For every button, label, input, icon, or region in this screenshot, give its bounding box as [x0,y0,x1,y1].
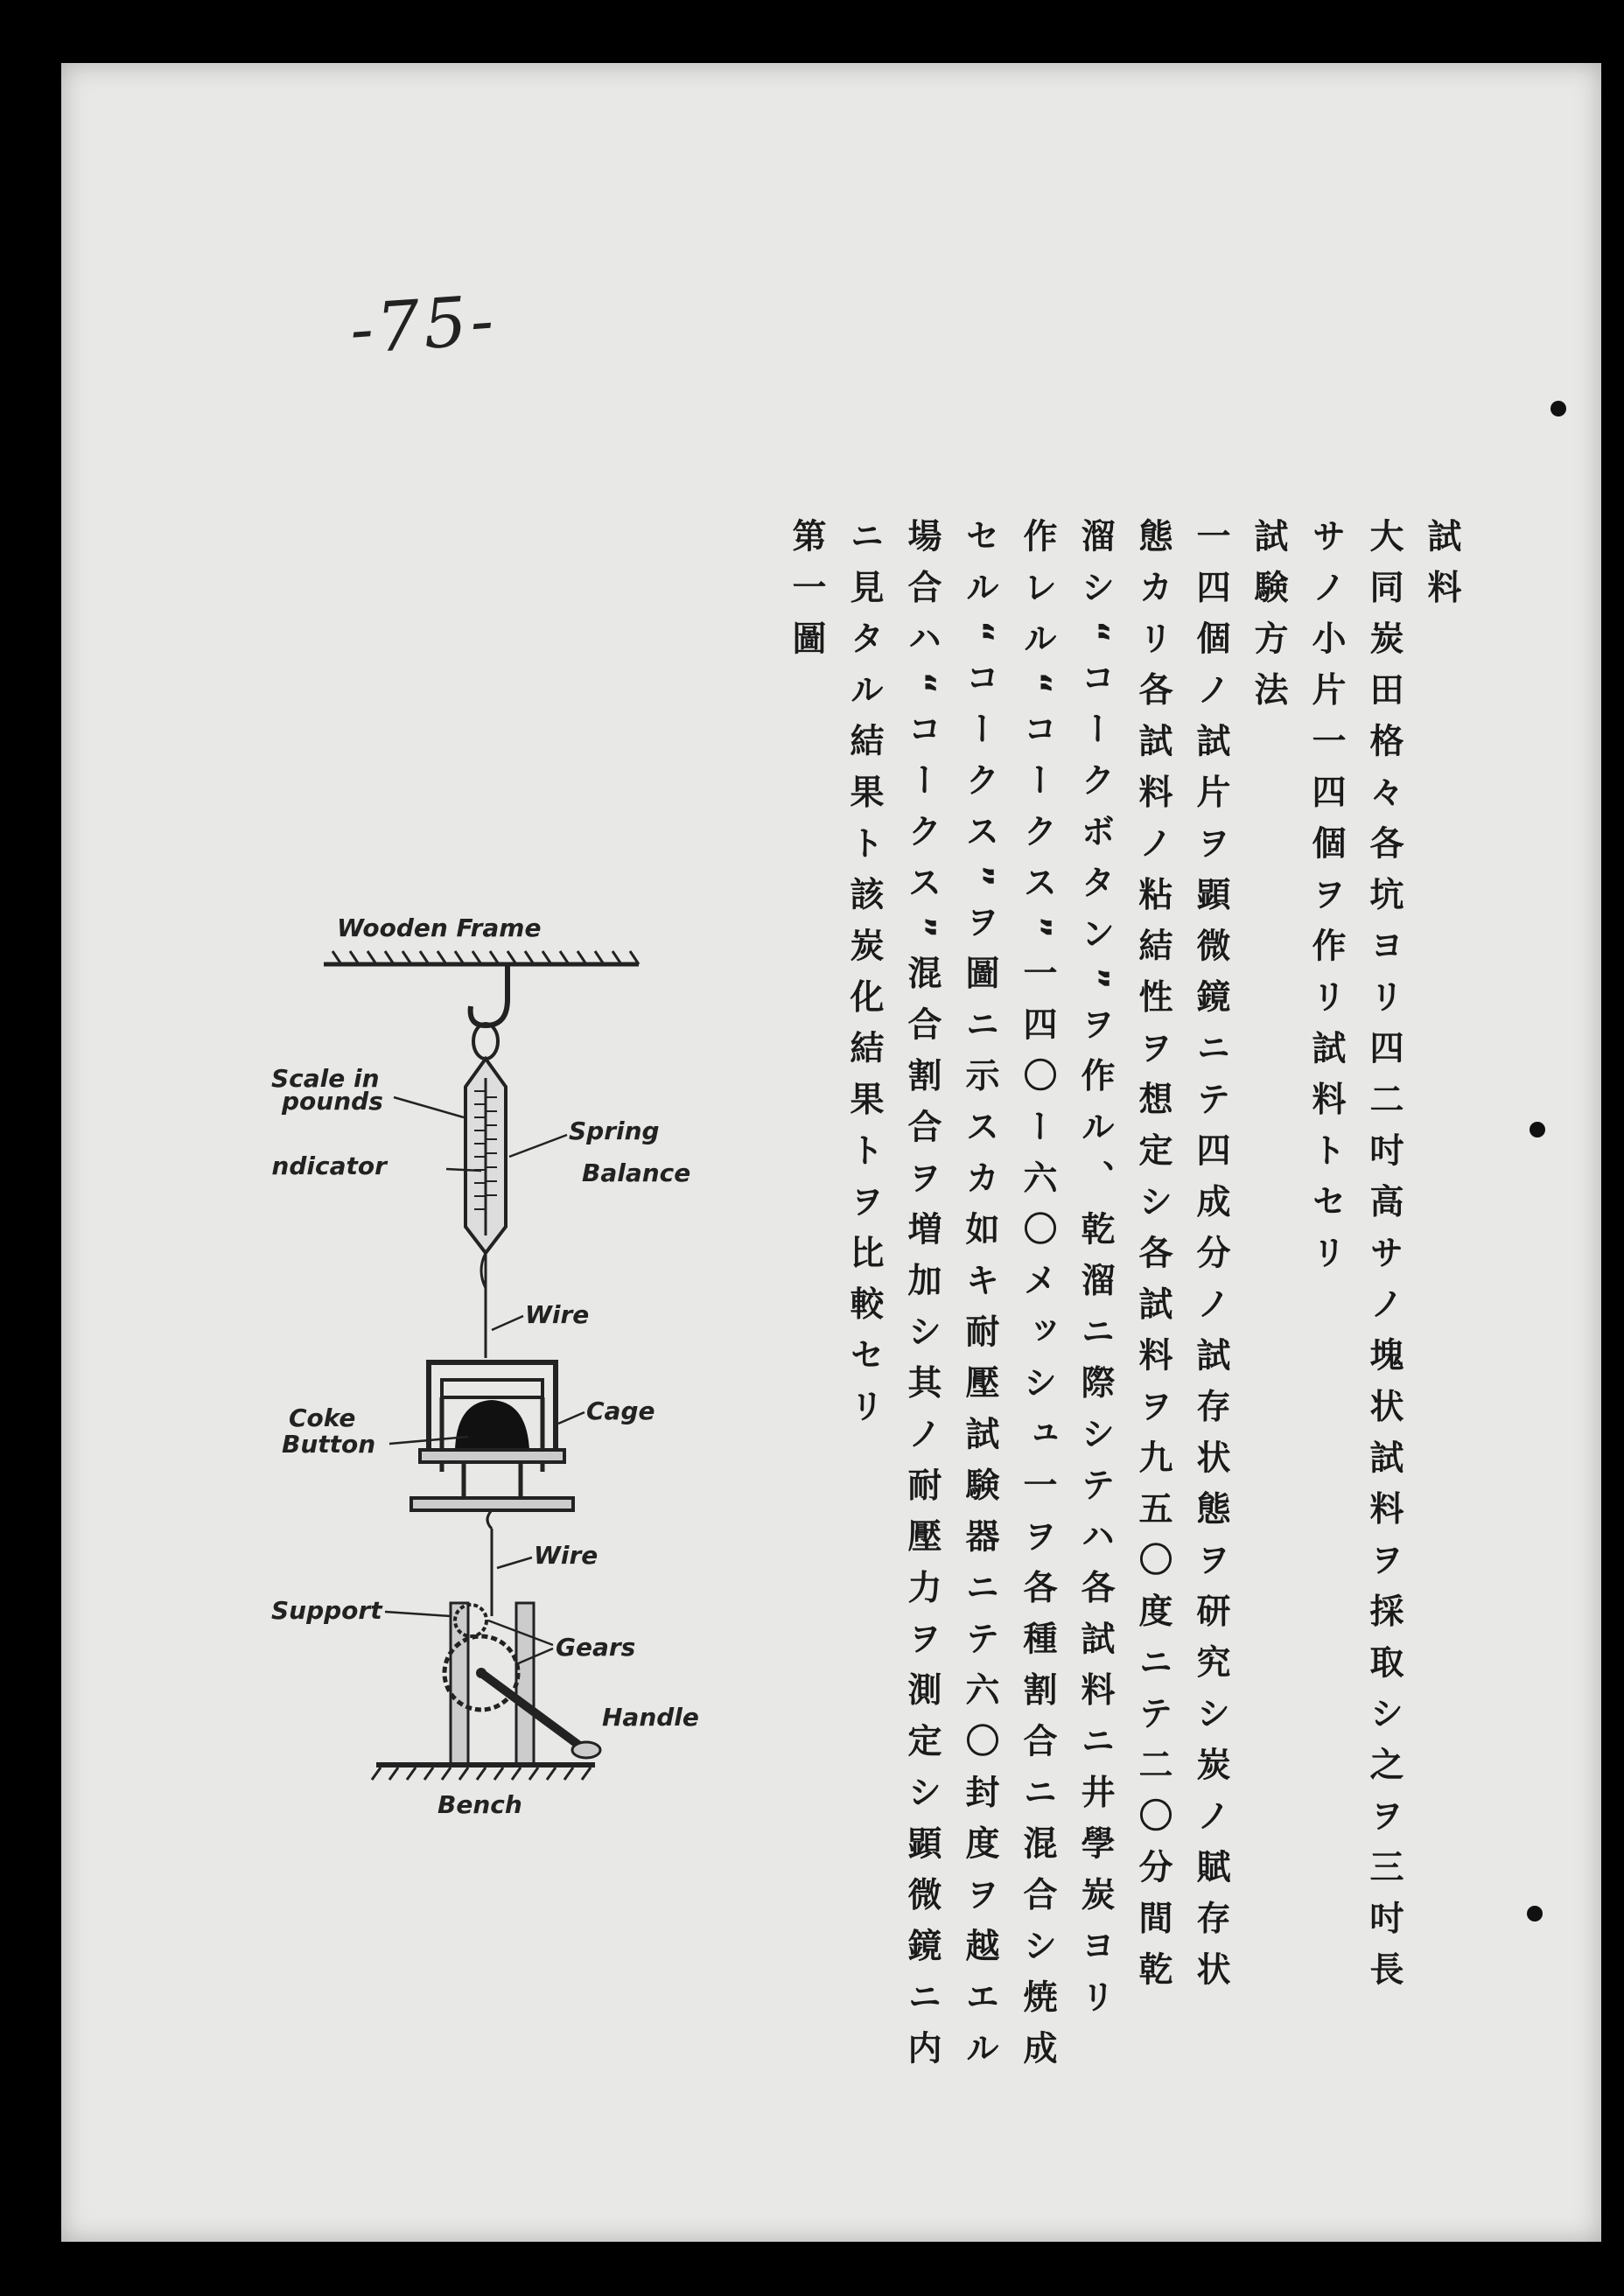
text-column: セル“コークス”ヲ圖ニ示スカ如キ耐壓試験器ニテ六〇封度ヲ越エル [960,518,999,2082]
compression-tester-figure [271,903,709,1848]
leader-wire-bottom [497,1558,532,1568]
label-spring: Spring [569,1116,660,1145]
text-column: 試験方法 [1249,518,1288,723]
support-post-right [516,1603,534,1765]
balance-ring [473,1024,498,1059]
figure-caption: 第一圖 [787,518,826,672]
label-indicator: Indicator [271,1152,387,1180]
text-column: 態カリ各試料ノ粘結性ヲ想定シ各試料ヲ九五〇度ニテ二〇分間乾 [1133,518,1172,2003]
text-column: 大同炭田格々各坑ヨリ四二吋高サノ塊状試料ヲ採取シ之ヲ三吋長 [1364,518,1404,2003]
label-gears: Gears [556,1633,636,1662]
label-wooden-frame: Wooden Frame [337,914,542,942]
text-column: 場合ハ“コークス”混合割合ヲ増加シ其ノ耐壓力ヲ測定シ顕微鏡ニ内 [902,518,942,2082]
page-number: -75- [347,281,500,370]
text-column: 作レル“コークス”一四〇ー六〇メッシュ一ヲ各種割合ニ混合シ焼成 [1018,518,1057,2082]
hook [471,964,508,1026]
label-wire-top: Wire [525,1300,590,1329]
punch-hole [1530,1122,1545,1138]
label-button: Button [282,1430,376,1459]
label-pounds: pounds [282,1087,383,1116]
text-column: 試料 [1422,518,1461,620]
punch-hole [1527,1906,1543,1922]
text-column: 溜シ“コークボタン”ヲ作ル、乾溜ニ際シテハ各試料ニ井學炭ヨリ [1075,518,1115,2031]
leader-spring [509,1135,567,1157]
cage-mid-plate [420,1450,564,1462]
leader-scale [394,1097,464,1117]
label-balance: Balance [582,1158,691,1187]
label-wire-bottom: Wire [534,1541,598,1570]
label-cage: Cage [586,1396,655,1425]
document-page [61,63,1601,2242]
punch-hole [1550,401,1566,416]
coke-button [455,1400,529,1450]
bench-hatching [372,1768,591,1780]
label-support: Support [271,1596,382,1625]
wire-bottom-hook [487,1510,492,1529]
label-coke: Coke [289,1404,356,1432]
text-column: 一四個ノ試片ヲ顕微鏡ニテ四成分ノ試存状態ヲ研究シ炭ノ賦存状 [1191,518,1230,2003]
handle-grip [572,1742,600,1758]
label-handle: Handle [602,1703,699,1732]
apparatus-diagram [271,903,709,1848]
label-scale-in: Scale in [271,1064,380,1093]
label-bench: Bench [438,1790,522,1819]
leader-cage [558,1412,584,1424]
support-post-left [451,1603,468,1765]
leader-wire-top [492,1316,523,1330]
leader-support [385,1612,451,1616]
text-column: サノ小片一四個ヲ作リ試料トセリ [1306,518,1346,1286]
cage-bottom-plate [411,1498,573,1510]
cage-top-plate [442,1380,542,1397]
text-column: ニ見タル結果ト該炭化結果トヲ比較セリ [844,518,884,1439]
vertical-text-body [656,518,1470,2233]
